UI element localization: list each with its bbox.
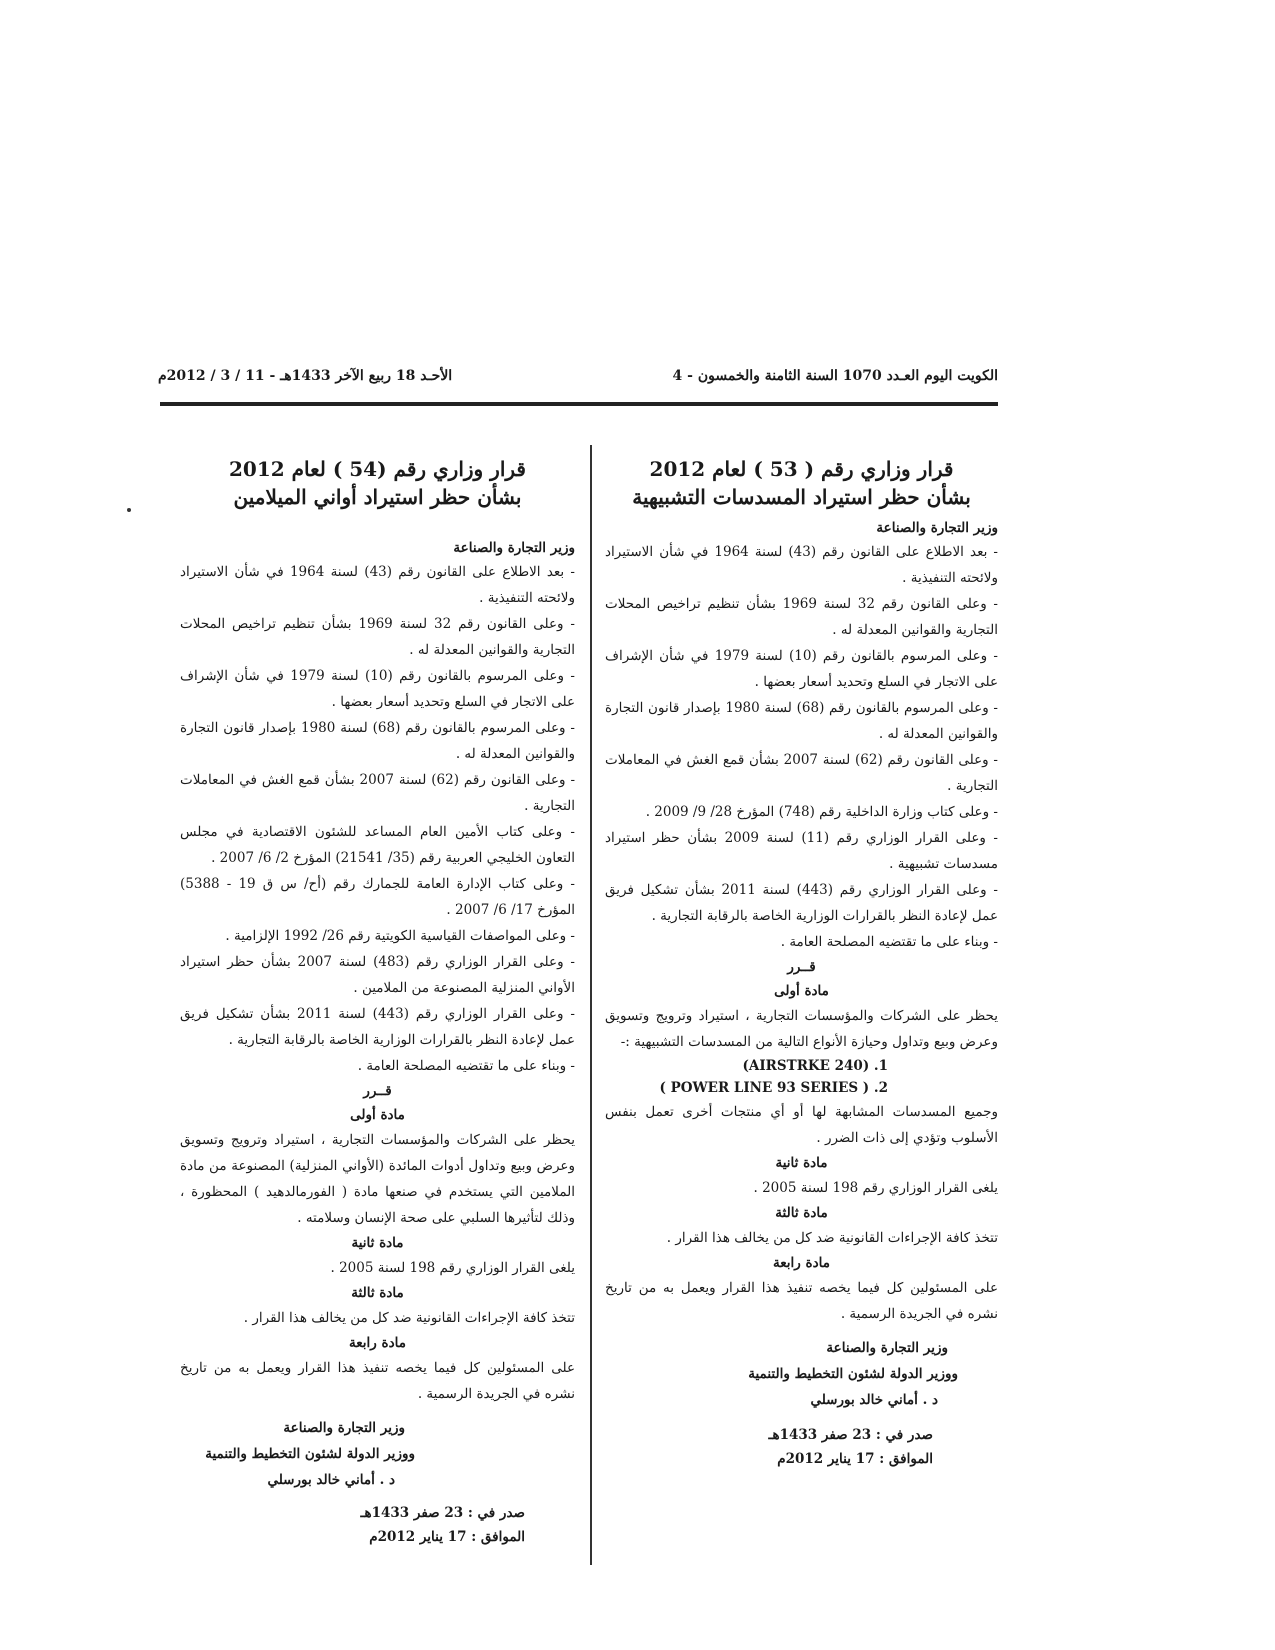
article-4-heading: مادة رابعة <box>349 1335 406 1351</box>
article-1-text: يحظر على الشركات والمؤسسات التجارية ، استيراد وترويج وتسويق وعرض وبيع وتداول أدوات المائدة (الأواني المنزلية) المصنوعة من مادة الملامين التي يستخدم في صنعها مادة ( الفورمالدهيد ) المحظورة ، وذلك لتأثيرها السلبي على صحة الإنسان وسلامته . <box>180 1132 575 1226</box>
article-1-heading: مادة أولى <box>774 983 829 999</box>
article-2-text: يلغى القرار الوزاري رقم 198 لسنة 2005 . <box>330 1260 575 1276</box>
preamble-item: - وعلى القانون رقم (62) لسنة 2007 بشأن قمع الغش في المعاملات التجارية . <box>180 772 576 814</box>
article-3-heading: مادة ثالثة <box>775 1205 828 1221</box>
article-1-tail: وجميع المسدسات المشابهة لها أو أي منتجات أخرى تعمل بنفس الأسلوب وتؤدي إلى ذات الضرر . <box>605 1104 998 1146</box>
gazette-issue-info: الكويت اليوم العـدد 1070 السنة الثامنة والخمسون - 4 <box>672 368 998 384</box>
signatory-name: د . أماني خالد بورسلي <box>810 1392 938 1408</box>
article-3-heading: مادة ثالثة <box>351 1285 404 1301</box>
preamble-item: - وعلى المواصفات القياسية الكويتية رقم 26/ 1992 الإلزامية . <box>225 928 575 944</box>
signature-title: وزير التجارة والصناعة <box>826 1340 948 1356</box>
decision-subtitle: بشأن حظر استيراد المسدسات التشبيهية <box>632 485 971 509</box>
signatory-name: د . أماني خالد بورسلي <box>267 1472 395 1488</box>
signature-title: وزير التجارة والصناعة <box>283 1420 405 1436</box>
preamble-item: - وعلى كتاب الإدارة العامة للجمارك رقم (أح/ س ق 19 - 5388) المؤرخ 17/ 6/ 2007 . <box>180 876 575 918</box>
issue-date-block <box>605 1423 998 1471</box>
decision-subtitle: بشأن حظر استيراد أواني الميلامين <box>233 485 522 509</box>
article-2-heading: مادة ثانية <box>351 1235 404 1251</box>
article-3-text: تتخذ كافة الإجراءات القانونية ضد كل من يخالف هذا القرار . <box>666 1230 998 1246</box>
preamble-item: - وبناء على ما تقتضيه المصلحة العامة . <box>357 1058 575 1074</box>
scan-speck <box>127 508 131 512</box>
decision-title: قرار وزاري رقم ( 53 ) لعام 2012 <box>649 457 954 481</box>
article-4-heading: مادة رابعة <box>773 1255 830 1271</box>
preamble-item: - وعلى المرسوم بالقانون رقم (68) لسنة 1980 بإصدار قانون التجارة والقوانين المعدلة له . <box>605 700 998 742</box>
preamble-item: - وعلى القانون رقم 32 لسنة 1969 بشأن تنظيم تراخيص المحلات التجارية والقوانين المعدلة له . <box>605 596 998 638</box>
decision-title: قرار وزاري رقم (54 ) لعام 2012 <box>229 457 526 481</box>
issued-date: صدر في : 23 صفر 1433هـ <box>768 1427 933 1443</box>
issued-date: صدر في : 23 صفر 1433هـ <box>360 1505 525 1521</box>
signature-block <box>180 1415 575 1493</box>
gazette-date: الأحـد 18 ربيع الآخر 1433هـ - 11 / 3 / 2012م <box>158 368 453 384</box>
preamble-item: - وعلى كتاب الأمين العام المساعد للشئون الاقتصادية في مجلس التعاون الخليجي العربية رقم (35/ 21541) المؤرخ 2/ 6/ 2007 . <box>180 824 575 866</box>
decided-heading: قــرر <box>363 1083 392 1099</box>
preamble-item: - وعلى القانون رقم (62) لسنة 2007 بشأن قمع الغش في المعاملات التجارية . <box>605 752 998 794</box>
decided-heading: قــرر <box>787 959 816 975</box>
article-1-item: (AIRSTRKE 240) .1 <box>742 1058 888 1074</box>
article-3-text: تتخذ كافة الإجراءات القانونية ضد كل من يخالف هذا القرار . <box>243 1310 575 1326</box>
corresponding-date: الموافق : 17 يناير 2012م <box>369 1529 525 1545</box>
page-header <box>158 368 998 390</box>
corresponding-date: الموافق : 17 يناير 2012م <box>777 1451 933 1467</box>
preamble-item: - وعلى القرار الوزاري رقم (11) لسنة 2009 بشأن حظر استيراد مسدسات تشبيهية . <box>605 830 998 872</box>
article-1-heading: مادة أولى <box>350 1107 405 1123</box>
article-1-text: يحظر على الشركات والمؤسسات التجارية ، استيراد وترويج وتسويق وعرض وبيع وتداول وحيازة الأنواع التالية من المسدسات التشبيهية :- <box>605 1008 998 1050</box>
preamble-item: - بعد الاطلاع على القانون رقم (43) لسنة 1964 في شأن الاستيراد ولائحته التنفيذية . <box>180 564 575 606</box>
preamble-item: - وعلى القرار الوزاري رقم (443) لسنة 2011 بشأن تشكيل فريق عمل لإعادة النظر بالقرارات الوزارية الخاصة بالرقابة التجارية . <box>180 1006 575 1048</box>
preamble-item: - وبناء على ما تقتضيه المصلحة العامة . <box>780 934 998 950</box>
signature-title-2: ووزير الدولة لشئون التخطيط والتنمية <box>748 1366 958 1382</box>
signature-block <box>605 1335 998 1413</box>
header-rule <box>160 402 998 406</box>
issuing-minister: وزير التجارة والصناعة <box>453 540 575 556</box>
issue-date-block <box>180 1501 575 1549</box>
decision-54 <box>180 455 575 1549</box>
preamble-item: - وعلى المرسوم بالقانون رقم (68) لسنة 1980 بإصدار قانون التجارة والقوانين المعدلة له . <box>180 720 575 762</box>
preamble-item: - بعد الاطلاع على القانون رقم (43) لسنة 1964 في شأن الاستيراد ولائحته التنفيذية . <box>605 544 998 586</box>
decision-53 <box>605 455 998 1471</box>
preamble-item: - وعلى القرار الوزاري رقم (443) لسنة 2011 بشأن تشكيل فريق عمل لإعادة النظر بالقرارات الوزارية الخاصة بالرقابة التجارية . <box>605 882 998 924</box>
preamble-item: - وعلى المرسوم بالقانون رقم (10) لسنة 1979 في شأن الإشراف على الاتجار في السلع وتحديد أسعار بعضها . <box>605 648 998 690</box>
preamble-item: - وعلى كتاب وزارة الداخلية رقم (748) المؤرخ 28/ 9/ 2009 . <box>645 804 998 820</box>
preamble-item: - وعلى القانون رقم 32 لسنة 1969 بشأن تنظيم تراخيص المحلات التجارية والقوانين المعدلة له . <box>180 616 575 658</box>
article-4-text: على المسئولين كل فيما يخصه تنفيذ هذا القرار ويعمل به من تاريخ نشره في الجريدة الرسمية . <box>180 1360 575 1402</box>
column-divider <box>590 445 592 1565</box>
article-2-heading: مادة ثانية <box>775 1155 828 1171</box>
signature-title-2: ووزير الدولة لشئون التخطيط والتنمية <box>205 1446 415 1462</box>
preamble-item: - وعلى القرار الوزاري رقم (483) لسنة 2007 بشأن حظر استيراد الأواني المنزلية المصنوعة من الملامين . <box>180 954 575 996</box>
article-1-item: ( POWER LINE 93 SERIES ) .2 <box>659 1080 888 1096</box>
preamble-item: - وعلى المرسوم بالقانون رقم (10) لسنة 1979 في شأن الإشراف على الاتجار في السلع وتحديد أسعار بعضها . <box>180 668 575 710</box>
article-2-text: يلغى القرار الوزاري رقم 198 لسنة 2005 . <box>753 1180 998 1196</box>
article-4-text: على المسئولين كل فيما يخصه تنفيذ هذا القرار ويعمل به من تاريخ نشره في الجريدة الرسمية . <box>605 1280 998 1322</box>
issuing-minister: وزير التجارة والصناعة <box>876 520 998 536</box>
